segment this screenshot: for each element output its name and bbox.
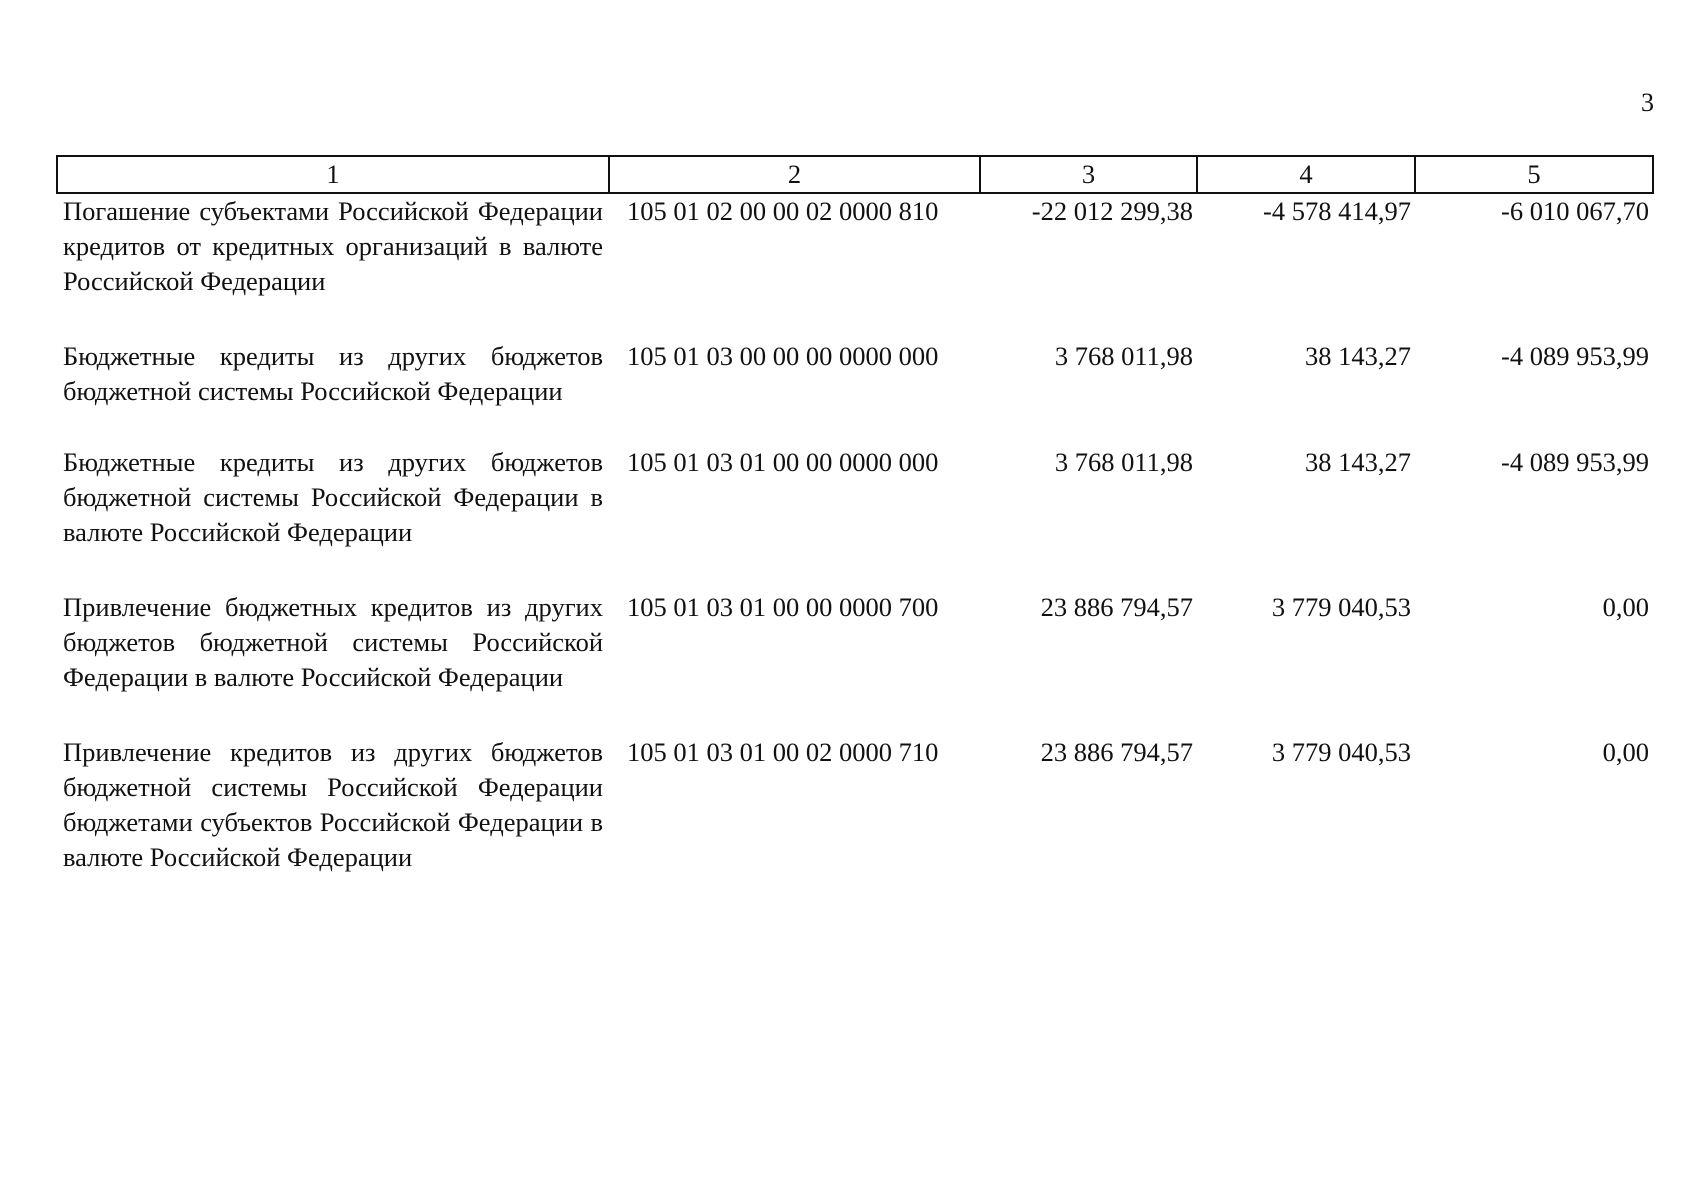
- row-value-5: -4 089 953,99: [1501, 341, 1649, 371]
- header-col-1: 1: [57, 156, 609, 193]
- header-col-5: 5: [1415, 156, 1653, 193]
- row-value-3: 3 768 011,98: [1054, 447, 1193, 477]
- table-row: [57, 735, 1653, 915]
- row-value-3: 3 768 011,98: [1054, 341, 1193, 371]
- row-value-4: 3 779 040,53: [1271, 737, 1411, 767]
- row-name: Привлечение кредитов из других бюджетов бюджетной системы Российской Федерации бюджетами субъектов Российской Федерации в валюте Российской Федерации: [63, 737, 603, 872]
- row-value-5: -6 010 067,70: [1501, 196, 1649, 226]
- table-header-row: [57, 156, 1653, 193]
- budget-sources-table: [56, 155, 1654, 915]
- row-code: 105 01 03 00 00 00 0000 000: [627, 341, 939, 371]
- row-name: Бюджетные кредиты из других бюджетов бюджетной системы Российской Федерации: [63, 341, 603, 406]
- row-name: Бюджетные кредиты из других бюджетов бюджетной системы Российской Федерации в валюте Российской Федерации: [63, 447, 603, 547]
- row-value-4: 3 779 040,53: [1271, 592, 1411, 622]
- row-value-5: 0,00: [1602, 737, 1649, 767]
- row-code: 105 01 03 01 00 02 0000 710: [627, 737, 939, 767]
- row-code: 105 01 03 01 00 00 0000 000: [627, 447, 939, 477]
- row-value-4: 38 143,27: [1305, 341, 1411, 371]
- row-code: 105 01 03 01 00 00 0000 700: [627, 592, 939, 622]
- row-value-5: 0,00: [1602, 592, 1649, 622]
- table-row: [57, 339, 1653, 445]
- row-name: Погашение субъектами Российской Федерации кредитов от кредитных организаций в валюте Российской Федерации: [63, 196, 603, 296]
- row-value-4: 38 143,27: [1305, 447, 1411, 477]
- table-row: [57, 193, 1653, 339]
- header-col-2: 2: [609, 156, 980, 193]
- row-value-3: 23 886 794,57: [1040, 592, 1193, 622]
- table-row: [57, 590, 1653, 735]
- row-value-5: -4 089 953,99: [1501, 447, 1649, 477]
- row-code: 105 01 02 00 00 02 0000 810: [627, 196, 939, 226]
- row-value-3: 23 886 794,57: [1040, 737, 1193, 767]
- header-col-4: 4: [1197, 156, 1415, 193]
- row-value-3: -22 012 299,38: [1031, 196, 1193, 226]
- row-value-4: -4 578 414,97: [1263, 196, 1411, 226]
- row-name: Привлечение бюджетных кредитов из других бюджетов бюджетной системы Российской Федерации в валюте Российской Федерации: [63, 592, 603, 692]
- page-number: 3: [1641, 88, 1654, 117]
- header-col-3: 3: [980, 156, 1197, 193]
- table-row: [57, 445, 1653, 590]
